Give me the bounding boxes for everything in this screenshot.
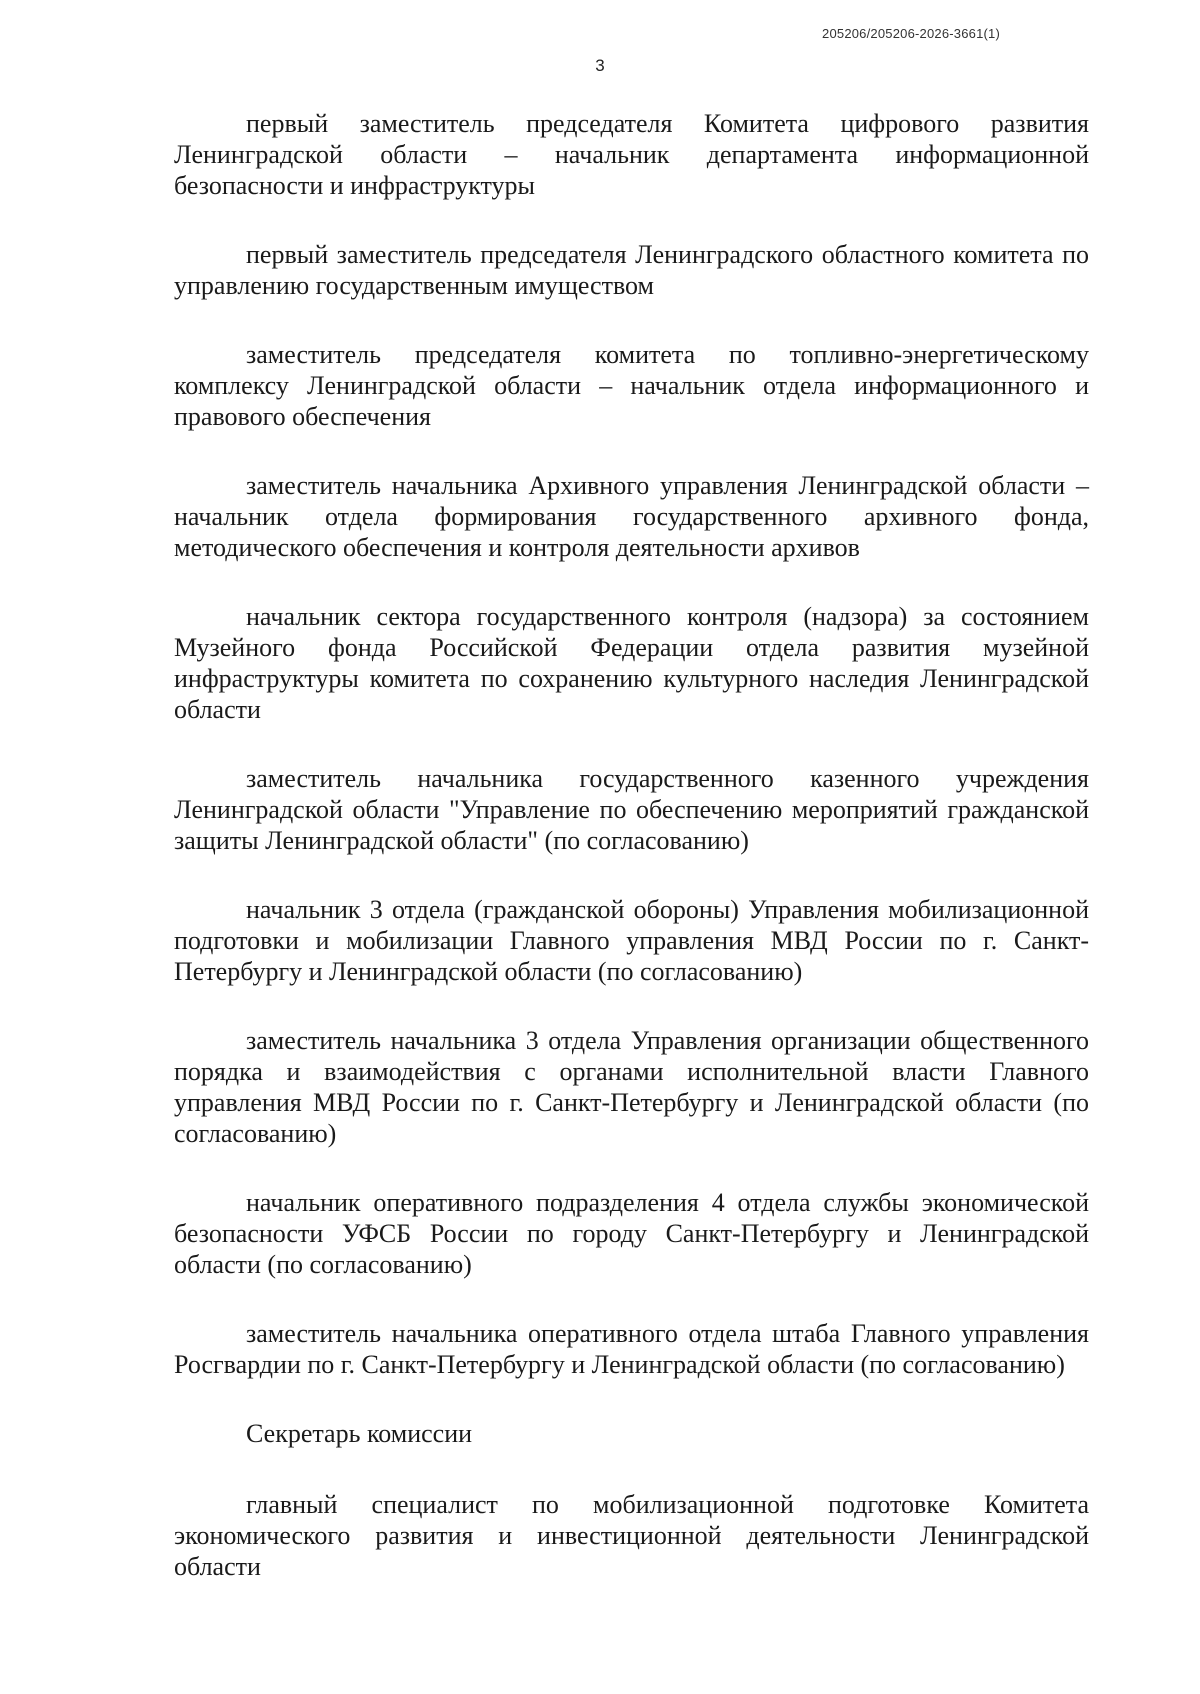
secretary-entry: главный специалист по мобилизационной подготовке Комитета экономического развития и инвестиционной деятельности Ленинградской области: [174, 1490, 1089, 1581]
member-entry: заместитель председателя комитета по топливно-энергетическому комплексу Ленинградской области – начальник отдела информационного и правового обеспечения: [174, 340, 1089, 431]
member-entry: первый заместитель председателя Комитета цифрового развития Ленинградской области – начальник департамента информационной безопасности и инфраструктуры: [174, 109, 1089, 200]
member-entry: начальник сектора государственного контроля (надзора) за состоянием Музейного фонда Российской Федерации отдела развития музейной инфраструктуры комитета по сохранению культурного наследия Ленинградской области: [174, 602, 1089, 724]
member-entry: заместитель начальника Архивного управления Ленинградской области – начальник отдела формирования государственного архивного фонда, методического обеспечения и контроля деятельности архивов: [174, 471, 1089, 562]
secretary-heading: Секретарь комиссии: [246, 1419, 473, 1448]
page-number: 3: [595, 56, 605, 75]
document-body: [174, 108, 1089, 1620]
member-entry: первый заместитель председателя Ленинградского областного комитета по управлению государственным имуществом: [174, 240, 1089, 300]
document-id: 205206/205206-2026-3661(1): [822, 26, 1000, 41]
member-entry: начальник оперативного подразделения 4 отдела службы экономической безопасности УФСБ России по городу Санкт-Петербургу и Ленинградской области (по согласованию): [174, 1188, 1089, 1279]
member-entry: начальник 3 отдела (гражданской обороны) Управления мобилизационной подготовки и мобилизации Главного управления МВД России по г. Санкт-Петербургу и Ленинградской области (по согласованию): [174, 895, 1089, 986]
member-entry: заместитель начальника государственного казенного учреждения Ленинградской области "Управление по обеспечению мероприятий гражданской защиты Ленинградской области" (по согласованию): [174, 764, 1089, 855]
member-entry: заместитель начальника 3 отдела Управления организации общественного порядка и взаимодействия с органами исполнительной власти Главного управления МВД России по г. Санкт-Петербургу и Ленинградской области (по согласованию): [174, 1026, 1089, 1148]
member-entry: заместитель начальника оперативного отдела штаба Главного управления Росгвардии по г. Санкт-Петербургу и Ленинградской области (по согласованию): [174, 1319, 1089, 1379]
